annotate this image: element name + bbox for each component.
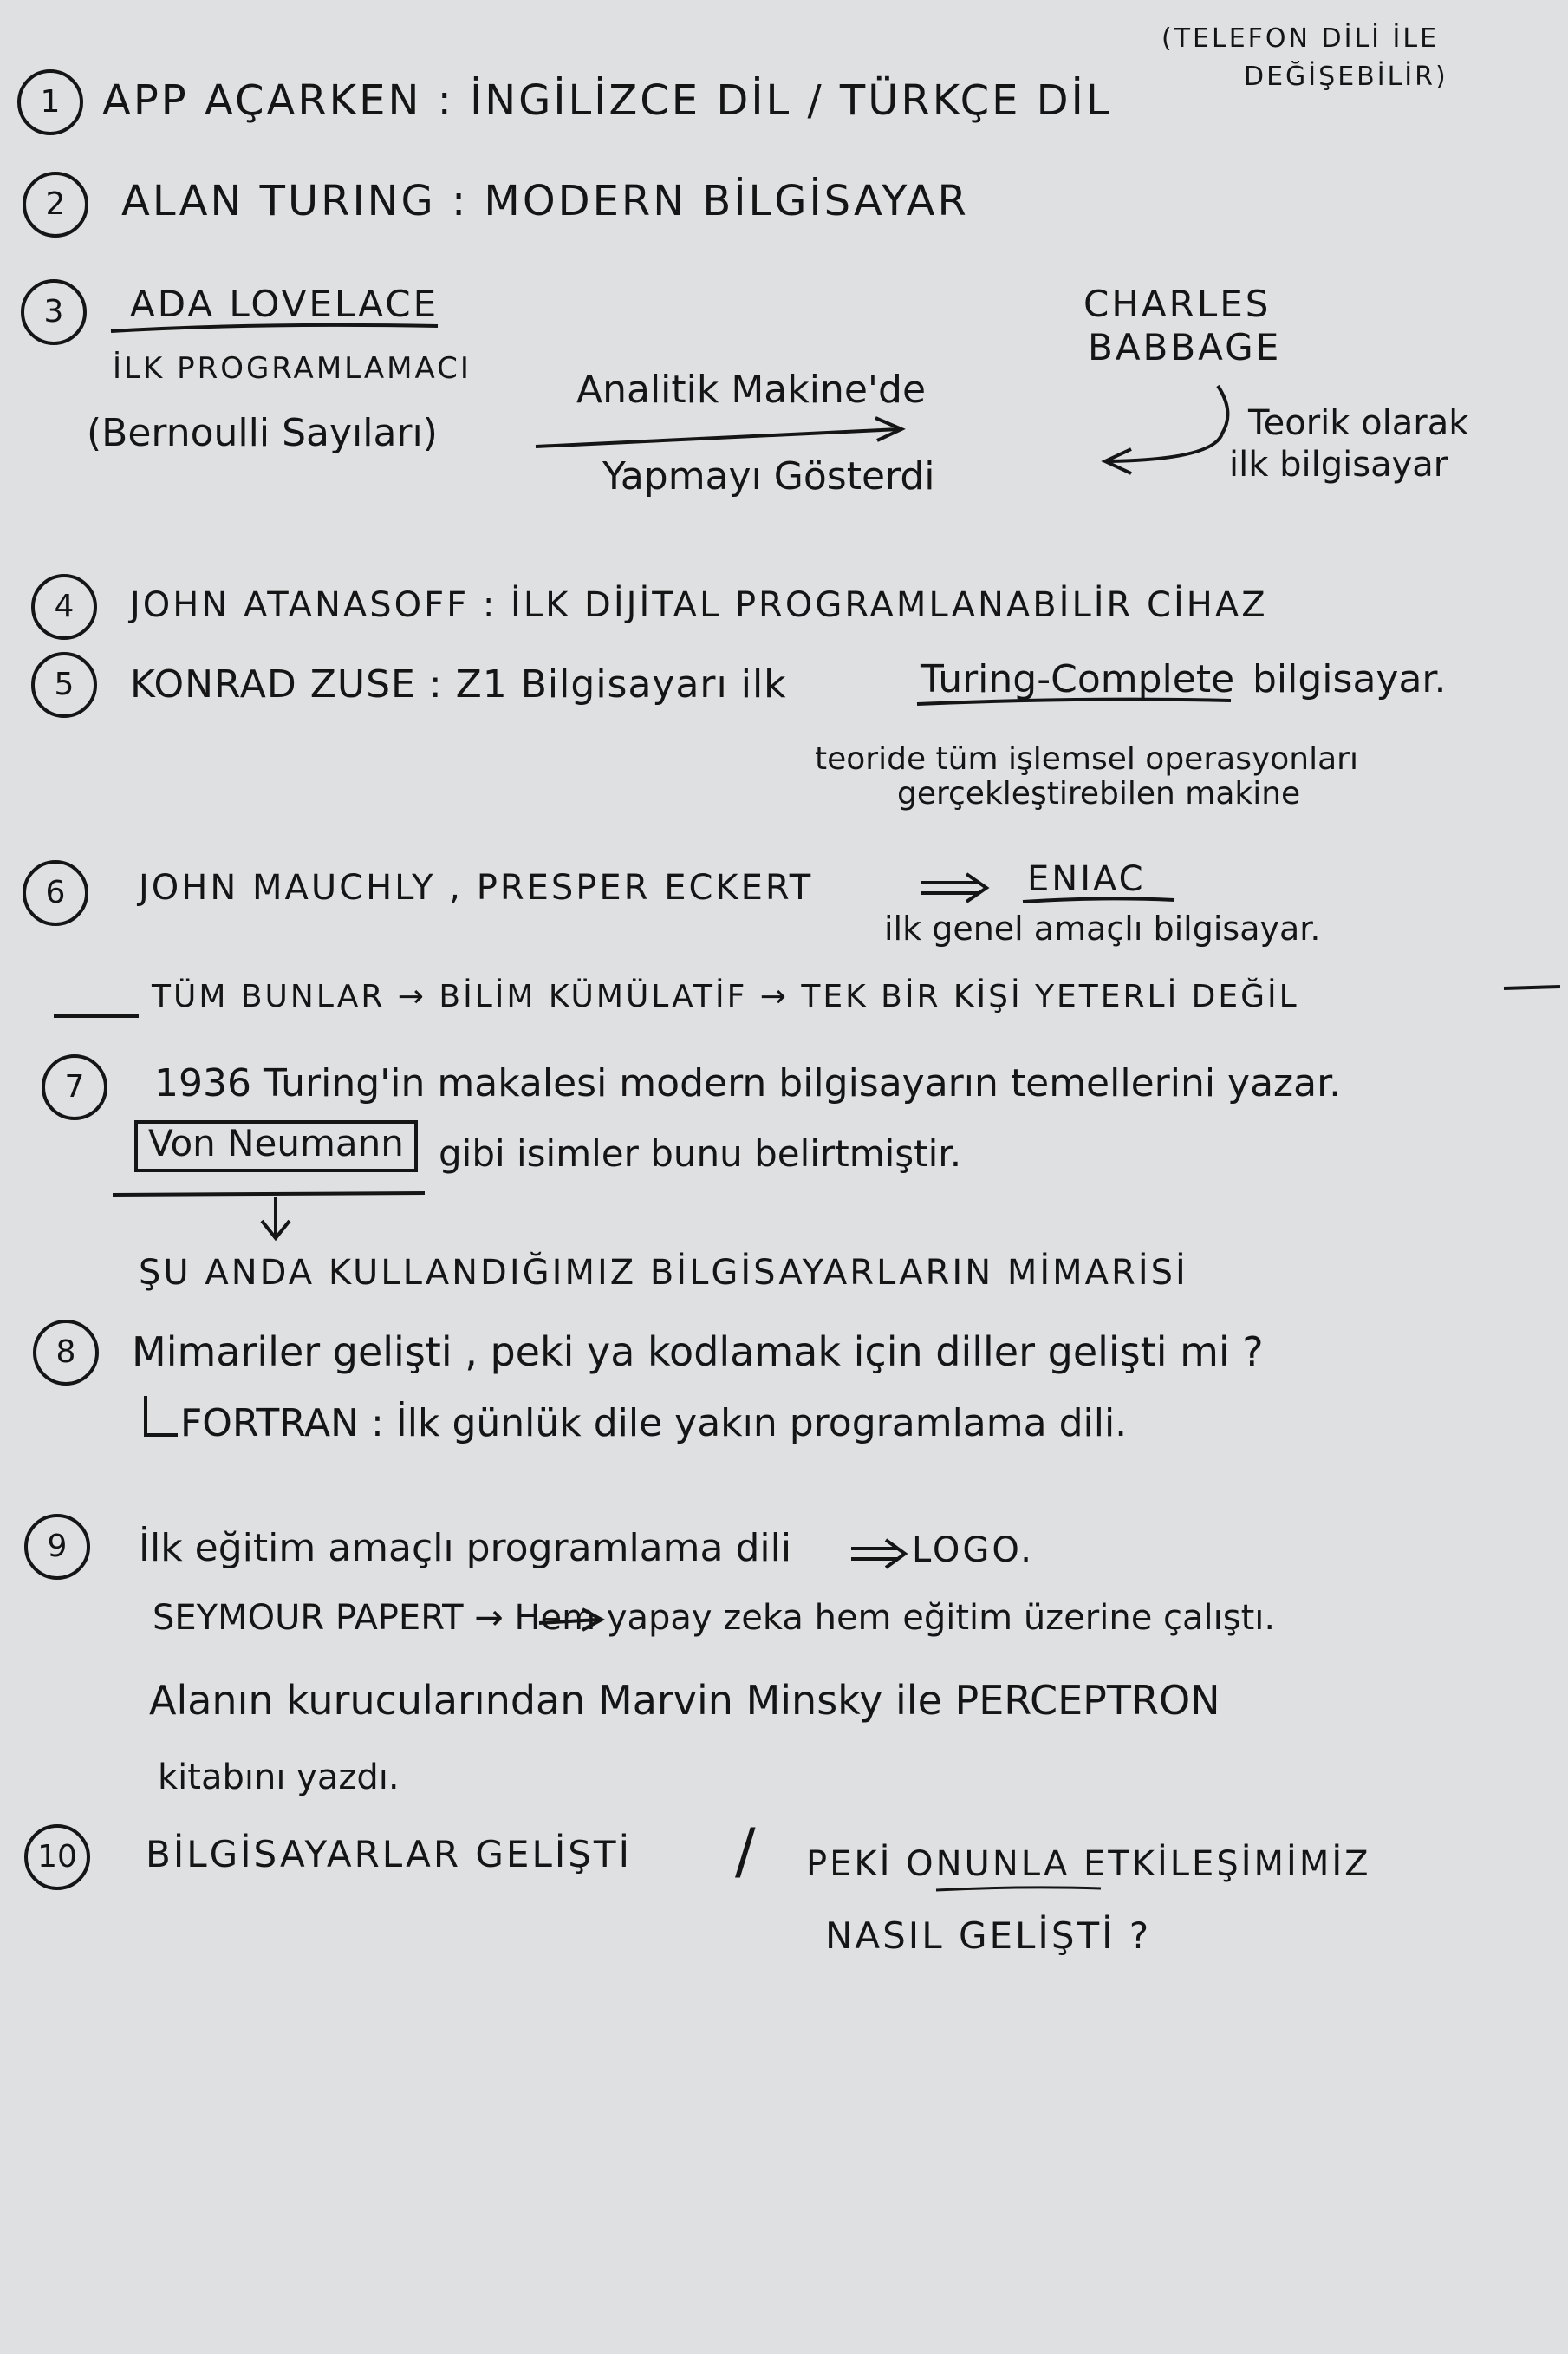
item-number-1: 1 <box>17 69 83 135</box>
analitik-label: Analitik Makine'de <box>576 368 927 412</box>
bernoulli-numbers: (Bernoulli Sayıları) <box>87 411 438 455</box>
item-8-line1: Mimariler gelişti , peki ya kodlamak için diller gelişti mi ? <box>132 1328 1264 1375</box>
separator-note: TÜM BUNLAR → BİLİM KÜMÜLATİF → TEK BİR KİŞİ YETERLİ DEĞİL <box>152 979 1299 1014</box>
item-6-text: JOHN MAUCHLY , PRESPER ECKERT <box>139 868 814 908</box>
ada-underline <box>111 325 438 331</box>
fortran-bracket <box>146 1396 178 1435</box>
item-10-line2: PEKİ ONUNLA ETKİLEŞİMİMİZ <box>806 1844 1371 1884</box>
onunla-underline <box>936 1888 1101 1890</box>
item-7-line1: 1936 Turing'in makalesi modern bilgisayarın temellerini yazar. <box>154 1061 1342 1105</box>
separator-right-line <box>1504 987 1560 988</box>
eniac-arrow-head <box>966 874 986 902</box>
architecture-note: ŞU ANDA KULLANDIĞIMIZ BİLGİSAYARLARIN MİMARİSİ <box>139 1253 1188 1293</box>
item-10-line1: BİLGİSAYARLAR GELİŞTİ <box>146 1833 632 1875</box>
ada-lovelace: ADA LOVELACE <box>130 283 439 325</box>
von-neumann-box: Von Neumann <box>134 1120 418 1172</box>
item-number-3: 3 <box>21 279 87 345</box>
turing-complete-def2: gerçekleştirebilen makine <box>897 776 1301 812</box>
item-5-pre: KONRAD ZUSE : Z1 Bilgisayarı ilk <box>130 662 787 707</box>
turing-complete-def1: teoride tüm işlemsel operasyonları <box>815 741 1358 777</box>
theory-line2: ilk bilgisayar <box>1229 445 1448 485</box>
logo-arrow-head <box>886 1540 905 1568</box>
item-4-text: JOHN ATANASOFF : İLK DİJİTAL PROGRAMLANABİLİR CİHAZ <box>130 585 1268 625</box>
item-8-line2: FORTRAN : İlk günlük dile yakın programlama dili. <box>180 1401 1128 1445</box>
item-1-note-line1: (TELEFON DİLİ İLE <box>1161 23 1440 54</box>
item-number-6: 6 <box>23 860 88 926</box>
logo-language: LOGO. <box>912 1530 1034 1570</box>
item-9-line3: Alanın kurucularından Marvin Minsky ile PERCEPTRON <box>149 1677 1220 1724</box>
item-1-text: APP AÇARKEN : İNGİLİZCE DİL / TÜRKÇE DİL <box>102 76 1112 125</box>
item-number-9: 9 <box>24 1514 90 1580</box>
analitik-arrow-line <box>536 429 900 447</box>
item-9-line1: İlk eğitim amaçlı programlama dili <box>139 1526 792 1570</box>
item-9-line4: kitabını yazdı. <box>158 1757 400 1797</box>
item-number-10: 10 <box>24 1824 90 1890</box>
item-number-5: 5 <box>31 652 97 718</box>
item-10-slash: / <box>735 1816 756 1887</box>
babbage-first: CHARLES <box>1083 283 1272 325</box>
item-number-4: 4 <box>31 574 97 640</box>
turing-complete: Turing-Complete <box>921 657 1235 701</box>
eniac: ENIAC <box>1027 859 1146 899</box>
item-2-text: ALAN TURING : MODERN BİLGİSAYAR <box>121 177 969 225</box>
item-number-7: 7 <box>42 1054 107 1120</box>
item-5-post: bilgisayar. <box>1252 657 1447 701</box>
theory-line1: Teorik olarak <box>1248 403 1469 443</box>
item-1-note-line2: DEĞİŞEBİLİR) <box>1244 62 1448 92</box>
item-number-2: 2 <box>23 172 88 238</box>
item-9-line2: SEYMOUR PAPERT → Hem yapay zeka hem eğitim üzerine çalıştı. <box>153 1598 1276 1638</box>
item-number-8: 8 <box>33 1320 99 1386</box>
neumann-underline <box>113 1193 425 1195</box>
item-10-line3: NASIL GELİŞTİ ? <box>825 1914 1152 1957</box>
eniac-description: ilk genel amaçlı bilgisayar. <box>884 910 1321 948</box>
item-7-line2: gibi isimler bunu belirtmiştir. <box>439 1132 962 1175</box>
gosterdi-label: Yapmayı Gösterdi <box>602 454 935 499</box>
babbage-last: BABBAGE <box>1088 326 1282 368</box>
ada-role: İLK PROGRAMLAMACI <box>113 351 472 386</box>
